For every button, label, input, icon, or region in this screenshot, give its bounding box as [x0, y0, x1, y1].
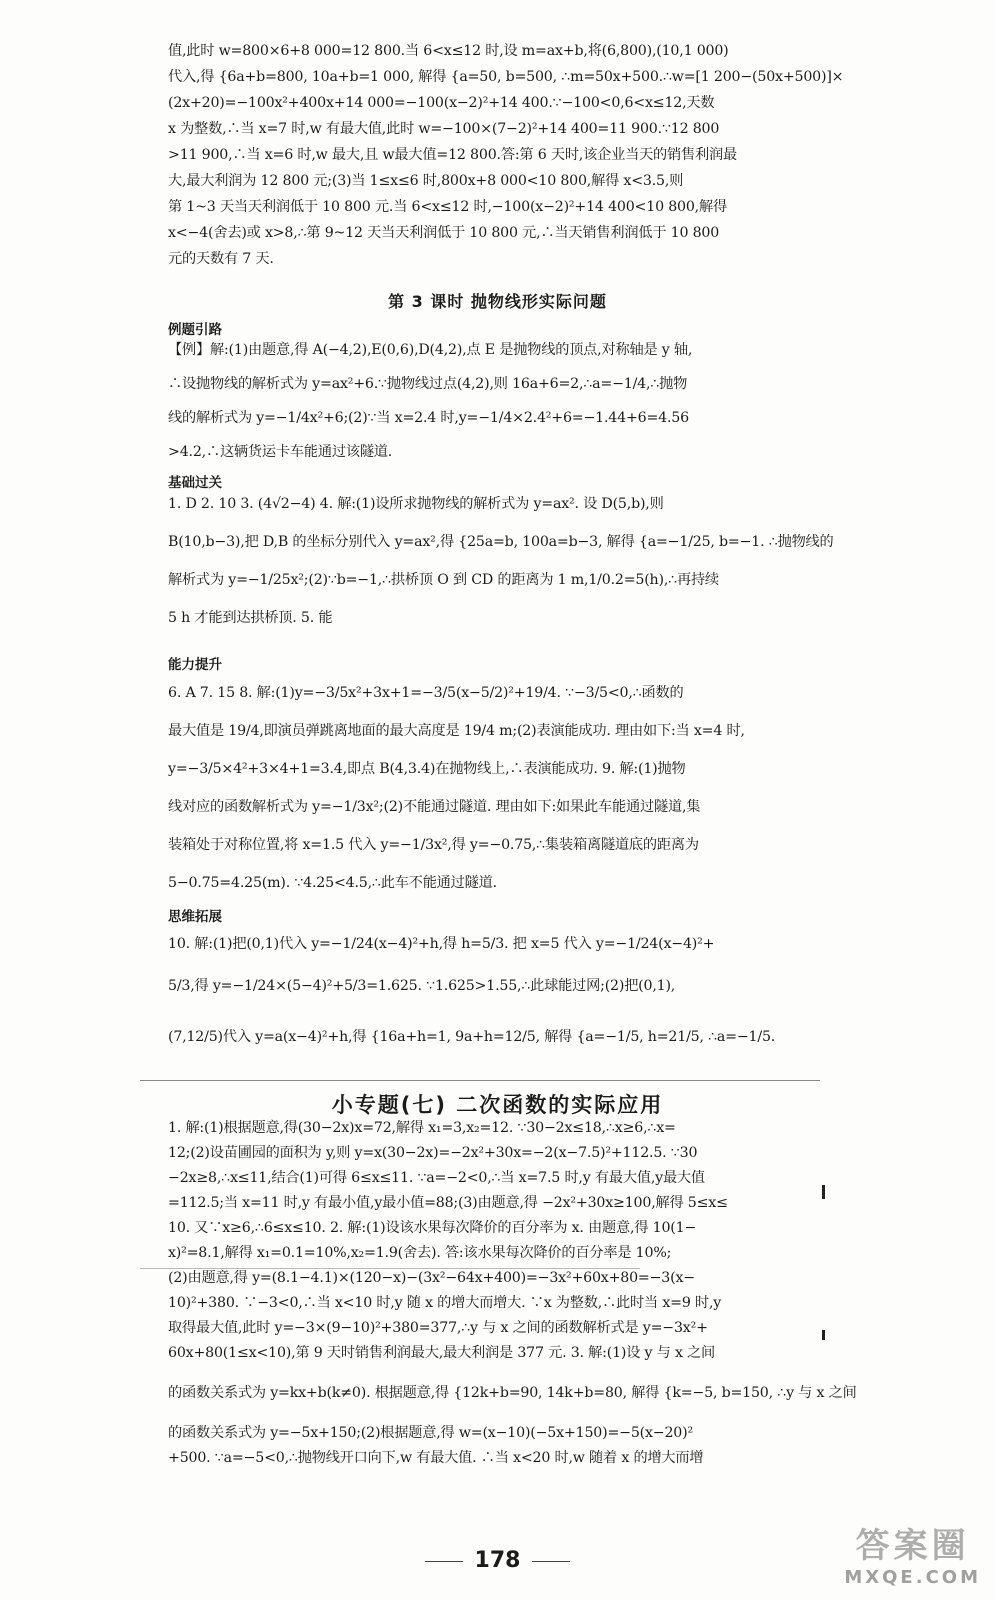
text-line: 代入,得 {6a+b=800, 10a+b=1 000, 解得 {a=50, b=500, ∴m=50x+500.∴w=[1 200−(50x+500)]× [168, 69, 844, 85]
top-paragraph [168, 43, 844, 267]
text-line: x<−4(舍去)或 x>8,∴第 9~12 天当天利润低于 10 800 元,∴当天销售利润低于 10 800 [168, 225, 720, 241]
page-number-text: 178 [474, 1548, 521, 1573]
scan-mark [822, 1330, 825, 1340]
text-line: 10. 解:(1)把(0,1)代入 y=−1/24(x−4)²+h,得 h=5/3. 把 x=5 代入 y=−1/24(x−4)²+ [168, 936, 715, 952]
section-label-thinking: 思维拓展 [168, 909, 222, 925]
section-label-example: 例题引路 [168, 322, 222, 338]
text-line: B(10,b−3),把 D,B 的坐标分别代入 y=ax²,得 {25a=b, 100a=b−3, 解得 {a=−1/25, b=−1. ∴抛物线的 [168, 534, 834, 550]
section-label-basic: 基础过关 [168, 475, 222, 491]
text-line: ∴设抛物线的解析式为 y=ax²+6.∵抛物线过点(4,2),则 16a+6=2,∴a=−1/4,∴抛物 [168, 376, 688, 392]
text-line: 线的解析式为 y=−1/4x²+6;(2)∵当 x=2.4 时,y=−1/4×2.4²+6=−1.44+6=4.56 [168, 410, 689, 426]
text-line: (2)由题意,得 y=(8.1−4.1)×(120−x)−(3x²−64x+400)=−3x²+60x+80=−3(x− [168, 1270, 695, 1286]
example-section [168, 343, 783, 460]
text-line: 1. D 2. 10 3. (4√2−4) 4. 解:(1)设所求抛物线的解析式为 y=ax². 设 D(5,b),则 [168, 496, 664, 512]
watermark-title: 答案圈 [855, 1526, 970, 1566]
text-line: 5 h 才能到达拱桥顶. 5. 能 [168, 610, 333, 626]
text-line: 装箱处于对称位置,将 x=1.5 代入 y=−1/3x²,得 y=−0.75,∴集装箱离隧道底的距离为 [168, 837, 699, 853]
section-label-ability: 能力提升 [168, 657, 222, 673]
text-line: 12;(2)设苗圃园的面积为 y,则 y=x(30−2x)=−2x²+30x=−2(x−7.5)²+112.5. ∵30 [168, 1145, 698, 1161]
page-number-dash [532, 1561, 570, 1562]
scan-mark [822, 1185, 825, 1199]
text-line: 大,最大利润为 12 800 元;(3)当 1≤x≤6 时,800x+8 000<10 800,解得 x<3.5,则 [168, 173, 684, 189]
text-line: −2x≥8,∴x≤11,结合(1)可得 6≤x≤11. ∵a=−2<0,∴当 x=7.5 时,y 有最大值,y最大值 [168, 1170, 705, 1186]
text-line: 5/3,得 y=−1/24×(5−4)²+5/3=1.625. ∵1.625>1.55,∴此球能过网;(2)把(0,1), [168, 978, 676, 994]
lesson-heading: 第 3 课时 抛物线形实际问题 [388, 292, 607, 311]
text-line: 取得最大值,此时 y=−3×(9−10)²+380=377,∴y 与 x 之间的函数解析式是 y=−3x²+ [168, 1320, 708, 1336]
text-line: 1. 解:(1)根据题意,得(30−2x)x=72,解得 x₁=3,x₂=12. ∵30−2x≤18,∴x≥6,∴x= [168, 1120, 676, 1136]
text-line: 的函数关系式为 y=kx+b(k≠0). 根据题意,得 {12k+b=90, 14k+b=80, 解得 {k=−5, b=150, ∴y 与 x 之间 [168, 1385, 857, 1401]
divider [140, 1080, 820, 1081]
text-line: (2x+20)=−100x²+400x+14 000=−100(x−2)²+14 400.∵−100<0,6<x≤12,天数 [168, 95, 715, 111]
text-line: 最大值是 19/4,即演员弹跳离地面的最大高度是 19/4 m;(2)表演能成功. 理由如下:当 x=4 时, [168, 723, 745, 739]
watermark-url: MXQE.COM [844, 1567, 981, 1588]
basic-section [168, 496, 834, 626]
text-line: 5−0.75=4.25(m). ∵4.25<4.5,∴此车不能通过隧道. [168, 875, 497, 891]
text-line: +500. ∵a=−5<0,∴抛物线开口向下,w 有最大值. ∴当 x<20 时,w 随着 x 的增大而增 [168, 1450, 704, 1466]
text-line: 解析式为 y=−1/25x²;(2)∵b=−1,∴拱桥顶 O 到 CD 的距离为 1 m,1/0.2=5(h),∴再持续 [168, 572, 719, 588]
text-line: x 为整数,∴当 x=7 时,w 有最大值,此时 w=−100×(7−2)²+14 400=11 900.∵12 800 [168, 121, 720, 137]
text-line: 【例】解:(1)由题意,得 A(−4,2),E(0,6),D(4,2),点 E 是抛物线的顶点,对称轴是 y 轴, [168, 342, 693, 358]
topic-section [168, 1120, 857, 1466]
ability-section [168, 686, 783, 891]
topic-heading: 小专题(七) 二次函数的实际应用 [331, 1093, 664, 1117]
text-line: 60x+80(1≤x<10),第 9 天时销售利润最大,最大利润是 377 元. 3. 解:(1)设 y 与 x 之间 [168, 1345, 716, 1361]
text-line: (7,12/5)代入 y=a(x−4)²+h,得 {16a+h=1, 9a+h=12/5, 解得 {a=−1/5, h=21/5, ∴a=−1/5. [168, 1029, 776, 1045]
text-line: 的函数关系式为 y=−5x+150;(2)根据题意,得 w=(x−10)(−5x+150)=−5(x−20)² [168, 1425, 693, 1441]
text-line: 值,此时 w=800×6+8 000=12 800.当 6<x≤12 时,设 m=ax+b,将(6,800),(10,1 000) [168, 43, 729, 59]
text-line: >11 900,∴当 x=6 时,w 最大,且 w最大值=12 800.答:第 6 天时,该企业当天的销售利润最 [168, 147, 737, 163]
text-line: 10. 又∵x≥6,∴6≤x≤10. 2. 解:(1)设该水果每次降价的百分率为 x. 由题意,得 10(1− [168, 1220, 697, 1236]
watermark-logo [844, 1518, 981, 1588]
text-line: 线对应的函数解析式为 y=−1/3x²;(2)不能通过隧道. 理由如下:如果此车能通过隧道,集 [168, 799, 701, 815]
text-line: 10)²+380. ∵−3<0,∴当 x<10 时,y 随 x 的增大而增大. ∵x 为整数,∴此时当 x=9 时,y [168, 1295, 722, 1311]
page-number-dash [425, 1561, 463, 1562]
text-line: >4.2,∴这辆货运卡车能通过该隧道. [168, 444, 393, 460]
text-line: x)²=8.1,解得 x₁=0.1=10%,x₂=1.9(舍去). 答:该水果每次降价的百分率是 10%; [168, 1245, 672, 1261]
text-line: 第 1~3 天当天利润低于 10 800 元.当 6<x≤12 时,−100(x−2)²+14 400<10 800,解得 [168, 199, 727, 215]
text-line: 元的天数有 7 天. [168, 251, 274, 267]
text-line: 6. A 7. 15 8. 解:(1)y=−3/5x²+3x+1=−3/5(x−5/2)²+19/4. ∵−3/5<0,∴函数的 [168, 685, 684, 701]
text-line: y=−3/5×4²+3×4+1=3.4,即点 B(4,3.4)在抛物线上,∴表演能成功. 9. 解:(1)抛物 [168, 761, 686, 777]
text-line: =112.5;当 x=11 时,y 有最小值,y最小值=88;(3)由题意,得 −2x²+30x≥100,解得 5≤x≤ [168, 1195, 728, 1211]
thinking-section [168, 937, 783, 1045]
scan-line [140, 1268, 640, 1269]
